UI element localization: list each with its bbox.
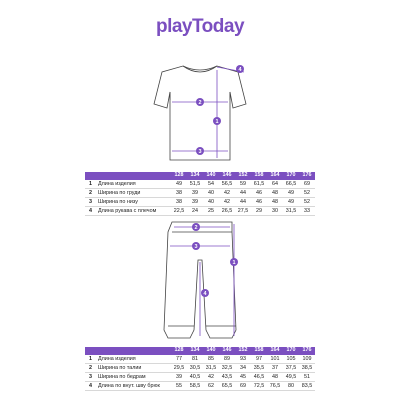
header-cell: 158: [251, 172, 267, 180]
measurement-value: 42: [208, 373, 214, 380]
measurement-value: 49: [288, 189, 294, 196]
measurement-name: Длина по внут. шву брюк: [98, 382, 160, 389]
measurement-value: 39: [192, 198, 198, 205]
measurement-value: 64: [272, 180, 278, 187]
measurement-value: 26,5: [221, 207, 233, 214]
measurement-value: 101: [270, 355, 280, 362]
tshirt-marker-4: 4: [238, 67, 242, 73]
measurement-value: 93: [240, 355, 246, 362]
row-number: 4: [89, 382, 92, 389]
measurement-value: 61,5: [253, 180, 265, 187]
measurement-value: 49: [176, 180, 182, 187]
measurement-value: 43,5: [221, 373, 233, 380]
header-cell: [96, 172, 171, 180]
pants-marker-4: 4: [203, 291, 207, 297]
row-number: 1: [89, 180, 92, 187]
measurement-value: 76,5: [269, 382, 281, 389]
measurement-value: 44: [240, 198, 246, 205]
table-row: [85, 381, 315, 390]
measurement-value: 34: [240, 364, 246, 371]
pants-marker-3: 3: [194, 244, 198, 250]
measurement-value: 42: [224, 198, 230, 205]
measurement-value: 32,5: [221, 364, 233, 371]
table-row: [85, 355, 315, 364]
measurement-value: 69: [304, 180, 310, 187]
measurement-value: 40,5: [189, 373, 201, 380]
measurement-value: 48: [272, 198, 278, 205]
header-cell: 158: [251, 347, 267, 355]
measurement-value: 31,5: [205, 364, 217, 371]
measurement-value: 40: [208, 198, 214, 205]
measurement-value: 51,5: [189, 180, 201, 187]
measurement-value: 49,5: [285, 373, 297, 380]
tshirt-marker-3: 3: [198, 149, 202, 155]
measurement-value: 77: [176, 355, 182, 362]
table-row: [85, 197, 315, 206]
header-cell: 134: [187, 172, 203, 180]
header-cell: 140: [203, 347, 219, 355]
measurement-value: 55: [176, 382, 182, 389]
measurement-value: 38,5: [301, 364, 313, 371]
measurement-value: 89: [224, 355, 230, 362]
measurement-name: Длина рукава с плечом: [98, 207, 157, 214]
measurement-name: Длина изделия: [98, 180, 136, 187]
header-cell: 140: [203, 172, 219, 180]
measurement-value: 46: [256, 189, 262, 196]
row-number: 3: [89, 373, 92, 380]
measurement-value: 105: [286, 355, 296, 362]
table-row: [85, 188, 315, 197]
tshirt-marker-1: 1: [215, 119, 219, 125]
header-cell: 128: [171, 172, 187, 180]
header-cell: 134: [187, 347, 203, 355]
measurement-name: Длина изделия: [98, 355, 136, 362]
measurement-value: 52: [304, 198, 310, 205]
table-row: [85, 363, 315, 372]
measurement-value: 25: [208, 207, 214, 214]
measurement-value: 46,5: [253, 373, 265, 380]
measurement-value: 37,5: [285, 364, 297, 371]
measurement-value: 58,5: [189, 382, 201, 389]
header-cell: 176: [299, 347, 315, 355]
measurement-value: 40: [208, 189, 214, 196]
measurement-value: 30: [272, 207, 278, 214]
measurement-name: Ширина по груди: [98, 189, 141, 196]
table-row: [85, 206, 315, 215]
measurement-value: 38: [176, 189, 182, 196]
measurement-value: 81: [192, 355, 198, 362]
header-cell: 146: [219, 172, 235, 180]
header-cell: 146: [219, 347, 235, 355]
measurement-value: 22,5: [173, 207, 185, 214]
tshirt-marker-2: 2: [198, 100, 202, 106]
measurement-value: 39: [176, 373, 182, 380]
measurement-value: 45: [240, 373, 246, 380]
measurement-value: 54: [208, 180, 214, 187]
header-cell: 152: [235, 347, 251, 355]
header-cell: 164: [267, 172, 283, 180]
measurement-value: 33: [304, 207, 310, 214]
header-cell: 152: [235, 172, 251, 180]
measurement-name: Ширина по бедрам: [98, 373, 146, 380]
measurement-value: 85: [208, 355, 214, 362]
measurement-value: 56,5: [221, 180, 233, 187]
tshirt-table-header: [85, 172, 315, 180]
measurement-value: 80: [288, 382, 294, 389]
measurement-value: 35,5: [253, 364, 265, 371]
measurement-value: 72,5: [253, 382, 265, 389]
header-cell: [85, 172, 96, 180]
pants-marker-1: 1: [232, 260, 236, 266]
measurement-value: 31,5: [285, 207, 297, 214]
pants-size-table: [85, 347, 315, 391]
measurement-value: 44: [240, 189, 246, 196]
measurement-value: 65,5: [221, 382, 233, 389]
measurement-value: 59: [240, 180, 246, 187]
row-number: 3: [89, 198, 92, 205]
measurement-value: 49: [288, 198, 294, 205]
header-cell: 164: [267, 347, 283, 355]
measurement-value: 52: [304, 189, 310, 196]
table-row: [85, 180, 315, 189]
header-cell: 176: [299, 172, 315, 180]
measurement-value: 39: [192, 189, 198, 196]
measurement-value: 24: [192, 207, 198, 214]
measurement-value: 48: [272, 373, 278, 380]
measurement-name: Ширина по талии: [98, 364, 142, 371]
header-cell: [85, 347, 96, 355]
measurement-value: 29,5: [173, 364, 185, 371]
row-number: 2: [89, 364, 92, 371]
measurement-value: 51: [304, 373, 310, 380]
measurement-name: Ширина по низу: [98, 198, 138, 205]
measurement-value: 97: [256, 355, 262, 362]
header-cell: 128: [171, 347, 187, 355]
measurement-value: 69: [240, 382, 246, 389]
row-number: 1: [89, 355, 92, 362]
pants-marker-2: 2: [194, 225, 198, 231]
tshirt-size-table: [85, 172, 315, 216]
measurement-value: 30,5: [189, 364, 201, 371]
header-cell: 170: [283, 347, 299, 355]
pants-table-header: [85, 347, 315, 355]
header-cell: [96, 347, 171, 355]
header-cell: 170: [283, 172, 299, 180]
measurement-value: 62: [208, 382, 214, 389]
measurement-value: 42: [224, 189, 230, 196]
table-row: [85, 372, 315, 381]
brand-logo: playToday: [155, 16, 245, 37]
row-number: 2: [89, 189, 92, 196]
measurement-value: 48: [272, 189, 278, 196]
measurement-value: 37: [272, 364, 278, 371]
measurement-value: 46: [256, 198, 262, 205]
measurement-value: 38: [176, 198, 182, 205]
measurement-value: 27,5: [237, 207, 249, 214]
measurement-value: 109: [302, 355, 312, 362]
measurement-value: 66,5: [285, 180, 297, 187]
measurement-value: 83,5: [301, 382, 313, 389]
measurement-value: 29: [256, 207, 262, 214]
row-number: 4: [89, 207, 92, 214]
